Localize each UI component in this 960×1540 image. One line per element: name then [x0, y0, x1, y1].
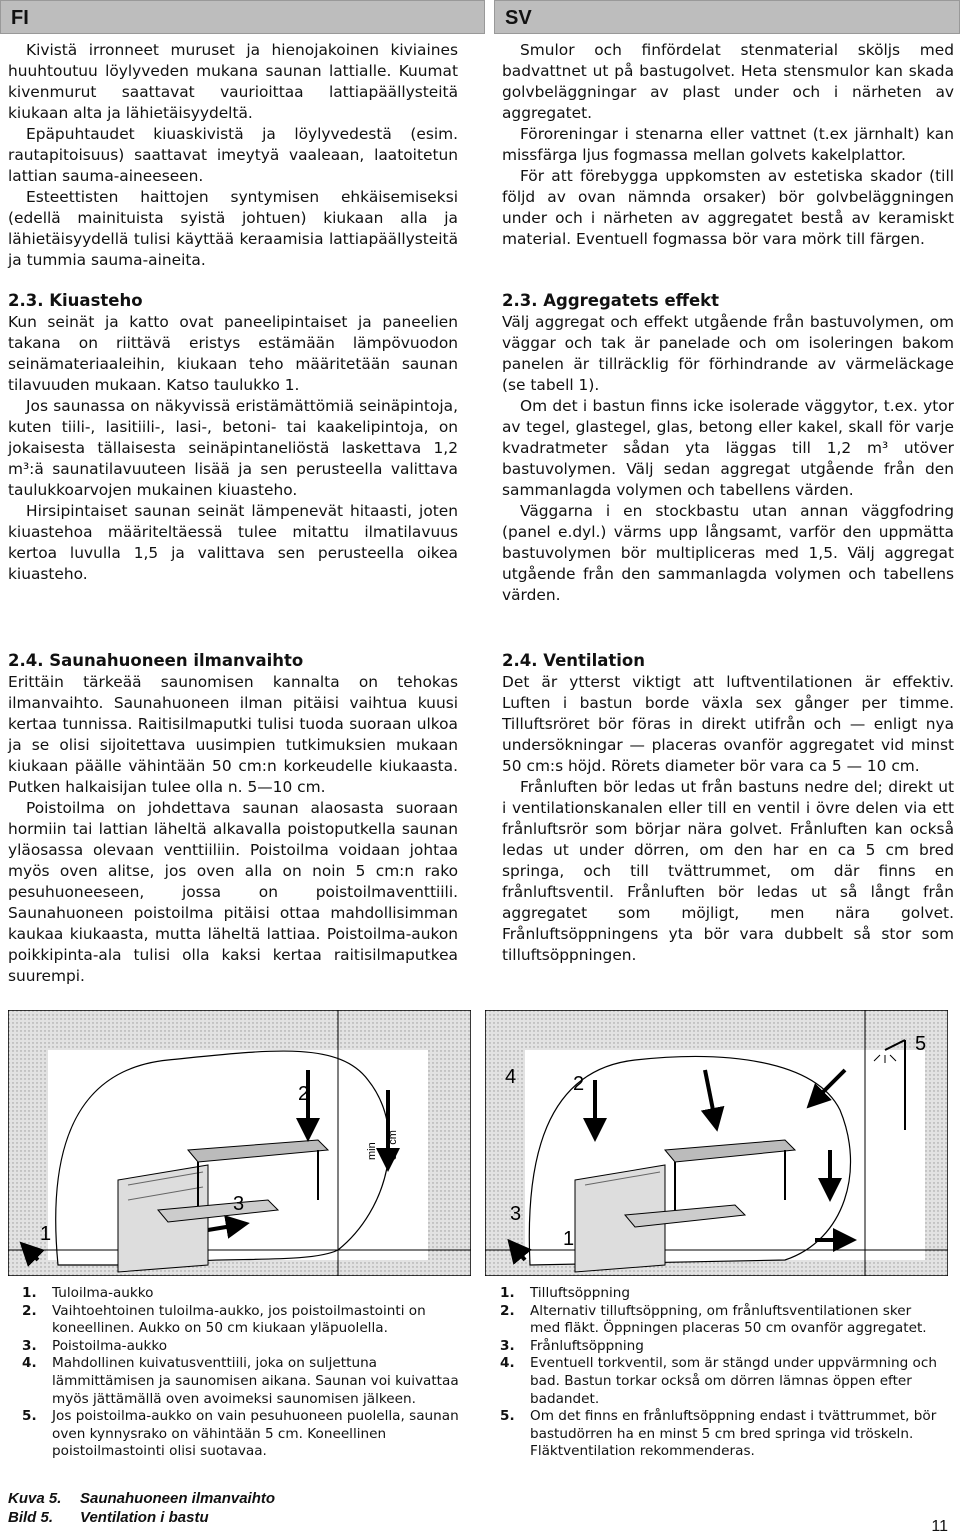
label-1: 1: [563, 1228, 575, 1250]
legend-item: 3. Poistoilma-aukko: [22, 1337, 168, 1354]
fi-section-2-3: [8, 290, 458, 585]
section-heading: 2.3. Kiuasteho: [8, 291, 143, 310]
caption-label-sv: Bild 5.: [8, 1509, 54, 1526]
legend-item: 2. Alternativ tilluftsöppning, om frånluftsventilationen sker med fläkt. Öppningen placeras 50 cm ovanför aggregatet.: [500, 1302, 927, 1337]
min-label: min: [366, 1142, 378, 1160]
sv-language-tag: SV: [494, 0, 960, 34]
paragraph: Smulor och finfördelat stenmaterial sköljs med badvattnet ut på bastugolvet. Heta stensmulor kan skada golvbeläggningar av plast under och i närheten av aggregatet.: [502, 41, 954, 122]
distance-label: 50 cm: [387, 1130, 399, 1160]
sauna-ventilation-figure-left: [8, 1010, 471, 1276]
caption-label-fi: Kuva 5.: [8, 1490, 62, 1507]
legend-item: 1. Tilluftsöppning: [500, 1285, 631, 1301]
legend-item: 4. Mahdollinen kuivatusventtiili, joka on suljettuna lämmittämisen ja saunomisen aikana. Saunan voi kuivattaa myös jättämällä oven avoimeksi saunomisen jälkeen.: [22, 1355, 459, 1407]
page-number: 11: [931, 1518, 948, 1535]
fi-language-tag: FI: [0, 0, 485, 34]
sv-section-2-4: [502, 650, 954, 966]
sv-section-2-3: [502, 290, 954, 606]
paragraph: Erittäin tärkeää saunomisen kannalta on tehokas ilmanvaihto. Saunahuoneen ilman pitäisi vaihtua kuusi kertaa tunnissa. Raitisilmaputki tulisi tuoda suoraan ulkoa ja se olisi sijoitettava uusimpien tutkimuksien mukaan kiukaan päälle vähintään 50 cm:n korkeudelle kiukaasta. Putken halkaisijan tulee olla n. 5—10 cm.: [8, 673, 458, 796]
caption-text-fi: Saunahuoneen ilmanvaihto: [80, 1490, 276, 1507]
paragraph: Väggarna i en stockbastu utan annan väggfodring (panel e.dyl.) värms upp långsamt, varför den uppmätta bastuvolymen bör multipliceras med 1,5. Välj aggregat utgående från den sammanlagda volymen och tabellens värden.: [502, 502, 954, 604]
paragraph: Frånluften bör ledas ut från bastuns nedre del; direkt ut i ventilationskanalen eller till en ventil i övre delen via ett frånluftsrör som börjar nära golvet. Frånluften kan också ledas ut under dörren, om den har en ca 5 cm bred springa, och till tvättrummet, om där finns en frånluftsventil. Frånluften bör ledas ut så långt från aggregatet som möjligt, men nära golvet. Frånluftsöppningens yta bör vara dubbelt så stor som tilluftsöppningen.: [502, 778, 954, 964]
paragraph: Esteettisten haittojen syntymisen ehkäisemiseksi (edellä mainituista syistä johtuen) kiukaan alla ja lähietäisyydellä tulisi käyttää keraamisia lattiapäällysteitä ja tummia sauma-aineita.: [8, 188, 458, 269]
paragraph: Föroreningar i stenarna eller vattnet (t.ex järnhalt) kan missfärga ljus fogmassa mellan golvets kakelplattor.: [502, 125, 954, 164]
sv-intro: [502, 40, 954, 250]
legend-item: 4. Eventuell torkventil, som är stängd under uppvärmning och bad. Bastun torkar också om dörren lämnas öppen efter badandet.: [500, 1355, 937, 1407]
paragraph: Epäpuhtaudet kiuaskivistä ja löylyvedestä (esim. rautapitoisuus) saattavat imeytyä vaaleaan, laatoitetun lattian sauma-aineeseen.: [8, 125, 458, 185]
paragraph: Poistoilma on johdettava saunan alaosasta suoraan hormiin tai lattian läheltä alkavalla poistoputkella saunan yläosassa olevaan venttiiliin. Poistoilma voidaan johtaa myös oven alitse, jos oven alla on noin 5 cm:n rako pesuhuoneeseen, jossa on poistoilmaventtiili. Saunahuoneen poistoilma pitäisi ottaa mahdollisimman kaukaa kiukaasta, mutta läheltä lattiaa. Poistoilma-aukon poikkipinta-ala tulisi olla kaksi kertaa raitisilmaputkea suurempi.: [8, 799, 458, 985]
label-4: 4: [505, 1066, 517, 1088]
paragraph: Hirsipintaiset saunan seinät lämpenevät hitaasti, joten kiuastehoa määriteltäessä tulee mitattu ilmatilavuus kertoa luvulla 1,5 ja valittava sen perusteella oikea kiuasteho.: [8, 502, 458, 583]
section-heading: 2.3. Aggregatets effekt: [502, 291, 720, 310]
sv-legend: [500, 1285, 945, 1461]
legend-item: 3. Frånluftsöppning: [500, 1337, 644, 1354]
paragraph: Kivistä irronneet muruset ja hienojakoinen kiviaines huuhtoutuu löylyveden mukana saunan lattialle. Kuumat kivenmurut saattavat vaurioittaa lattiapäällysteitä kiukaan alta ja lähietäisyydeltä.: [8, 41, 458, 122]
fi-section-2-4: [8, 650, 458, 987]
label-1: 1: [40, 1223, 52, 1245]
paragraph: För att förebygga uppkomsten av estetiska skador (till följd av ovan nämnda orsaker) bör golvbeläggningen under och i närheten av aggregatet bestå av keramiskt material. Eventuell fogmassa bör vara mörk till färgen.: [502, 167, 954, 248]
label-5: 5: [915, 1033, 927, 1055]
paragraph: Jos saunassa on näkyvissä eristämättömiä seinäpintoja, kuten tiili-, lasitiili-, lasi-, betoni- tai kaakelipintoja, on jokaisesta tällaisesta seinäpintaneliöstä laskettava 1,2 m³:ä saunatilavuuteen lisää ja sen perusteella valittava taulukkoarvojen mukainen kiuasteho.: [8, 397, 458, 499]
legend-item: 5. Om det finns en frånluftsöppning endast i tvättrummet, bör bastudörren ha en minst 5 cm bred springa vid tröskeln. Fläktventilation rekommenderas.: [500, 1408, 937, 1460]
label-2: 2: [298, 1083, 310, 1105]
caption-text-sv: Ventilation i bastu: [80, 1509, 209, 1526]
paragraph: Det är ytterst viktigt att luftventilationen är effektiv. Luften i bastun borde växla sex gånger per timme. Tilluftsröret bör föras in direkt utifrån och — enligt nya undersökningar — placeras ovanför aggregatet vid minst 50 cm:s höjd. Rörets diameter bör vara ca 5 — 10 cm.: [502, 673, 954, 775]
fi-intro: [8, 40, 458, 271]
figure-caption: [8, 1489, 275, 1527]
label-3: 3: [233, 1193, 245, 1215]
paragraph: Om det i bastun finns icke isolerade väggytor, t.ex. ytor av tegel, glastegel, glas, betong eller kakel, skall för varje kvadratmeter sådan yta läggas till 1,2 m³ utöver bastuvolymen. Välj sedan aggregat utgående från den sammanlagda volymen och tabellens värden.: [502, 397, 954, 499]
section-heading: 2.4. Ventilation: [502, 651, 646, 670]
label-3: 3: [510, 1203, 522, 1225]
paragraph: Kun seinät ja katto ovat paneelipintaiset ja paneelien takana on riittävä eristys estämään lämpövuodon seinämateriaaleihin, kiukaan teho määritetään saunan tilavuuden mukaan. Katso taulukko 1.: [8, 313, 458, 394]
paragraph: Välj aggregat och effekt utgående från bastuvolymen, om väggar och tak är panelade och om isoleringen bakom panelen är tillräcklig för förhindrande av värmeläckage (se tabell 1).: [502, 313, 954, 394]
legend-item: 1. Tuloilma-aukko: [22, 1285, 154, 1301]
legend-item: 2. Vaihtoehtoinen tuloilma-aukko, jos poistoilmastointi on koneellinen. Aukko on 50 cm kiukaan yläpuolella.: [22, 1302, 426, 1337]
label-2: 2: [573, 1073, 585, 1095]
section-heading: 2.4. Saunahuoneen ilmanvaihto: [8, 651, 304, 670]
sauna-ventilation-figure-right: [485, 1010, 948, 1276]
legend-item: 5. Jos poistoilma-aukko on vain pesuhuoneen puolella, saunan oven kynnysrako on vähintään 5 cm. Koneellinen poistoilmastointi olisi suotavaa.: [22, 1408, 459, 1460]
fi-legend: [22, 1285, 462, 1461]
